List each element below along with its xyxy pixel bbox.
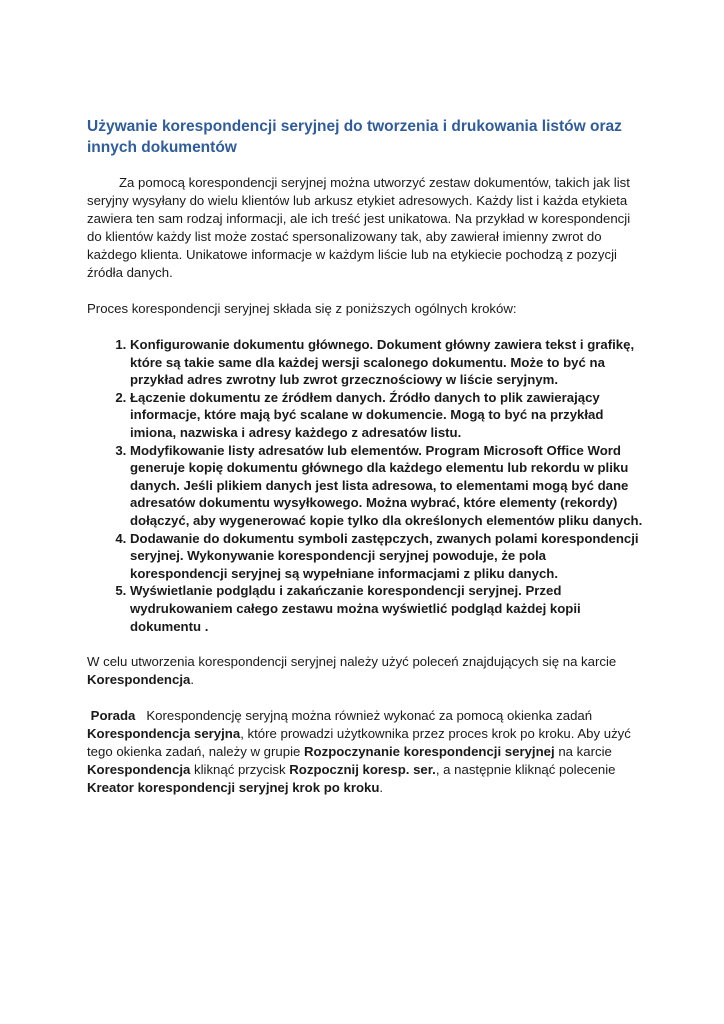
tip-text-6: . [379, 780, 384, 796]
tip-taskpane-name: Korespondencja seryjna [87, 726, 241, 742]
document-page [87, 116, 647, 797]
tip-button-name: Rozpocznij koresp. ser. [289, 762, 436, 778]
list-item: 1. Konfigurowanie dokumentu głównego. Dokument główny zawiera tekst i grafikę, które są takie same dla każdej wersji scalonego dokumentu. Może to być na przykład adres zwrotny lub zwrot grzecznościowy w liście seryjnym. [130, 336, 647, 389]
commands-text: W celu utworzenia korespondencji seryjnej należy użyć poleceń znajdujących się na karcie [87, 654, 617, 670]
tab-name-korespondencja: Korespondencja [87, 672, 191, 688]
commands-end: . [190, 672, 194, 688]
tip-text-4: kliknąć przycisk [190, 762, 290, 778]
document-title: Używanie korespondencji seryjnej do tworzenia i drukowania listów oraz innych dokumentów [87, 118, 622, 156]
tip-label: Porada [90, 708, 136, 724]
tip-text-2: , które prowadzi użytkownika przez proces krok po kroku. Aby użyć tego okienka zadań, należy w grupie [87, 726, 631, 760]
process-intro-paragraph: Proces korespondencji seryjnej składa się z poniższych ogólnych kroków: [87, 301, 517, 316]
list-item: 5. Wyświetlanie podglądu i zakańczanie korespondencji seryjnej. Przed wydrukowaniem całego zestawu można wyświetlić podgląd każdej kopii dokumentu . [130, 582, 647, 635]
list-item: 4. Dodawanie do dokumentu symboli zastępczych, zwanych polami korespondencji seryjnej. Wykonywanie korespondencji seryjnej powoduje, że pola korespondencji seryjnej są wypełniane informacjami z pliku danych. [130, 530, 647, 583]
tip-group-name: Rozpoczynanie korespondencji seryjnej [304, 744, 555, 760]
tip-text-1: Korespondencję seryjną można również wykonać za pomocą okienka zadań [146, 708, 593, 724]
commands-paragraph [87, 653, 647, 689]
tip-text-3: na karcie [554, 744, 612, 760]
tip-text-5: , a następnie kliknąć polecenie [435, 762, 616, 778]
tip-tab-name: Korespondencja [87, 762, 191, 778]
steps-list [87, 336, 647, 635]
tip-paragraph [87, 707, 647, 797]
list-item: 3. Modyfikowanie listy adresatów lub elementów. Program Microsoft Office Word generuje kopię dokumentu głównego dla każdego elementu lub rekordu w pliku danych. Jeśli plikiem danych jest lista adresowa, to elementami mogą być dane adresatów dokumentu wysyłkowego. Można wybrać, które elementy (rekordy) dołączyć, aby wygenerować kopie tylko dla określonych elementów pliku danych. [130, 442, 647, 530]
list-item: 2. Łączenie dokumentu ze źródłem danych. Źródło danych to plik zawierający informacje, które mają być scalane w dokumencie. Mogą to być na przykład imiona, nazwiska i adresy każdego z adresatów listu. [130, 389, 647, 442]
intro-paragraph: Za pomocą korespondencji seryjnej można utworzyć zestaw dokumentów, takich jak list seryjny wysyłany do wielu klientów lub arkusz etykiet adresowych. Każdy list i każda etykieta zawiera ten sam rodzaj informacji, ale ich treść jest unikatowa. Na przykład w korespondencji do klientów każdy list może zostać spersonalizowany tak, aby zawierał imienny zwrot do każdego klienta. Unikatowe informacje w każdym liście lub na etykiecie pochodzą z pozycji źródła danych. [87, 175, 631, 280]
tip-command-name: Kreator korespondencji seryjnej krok po kroku [87, 780, 380, 796]
